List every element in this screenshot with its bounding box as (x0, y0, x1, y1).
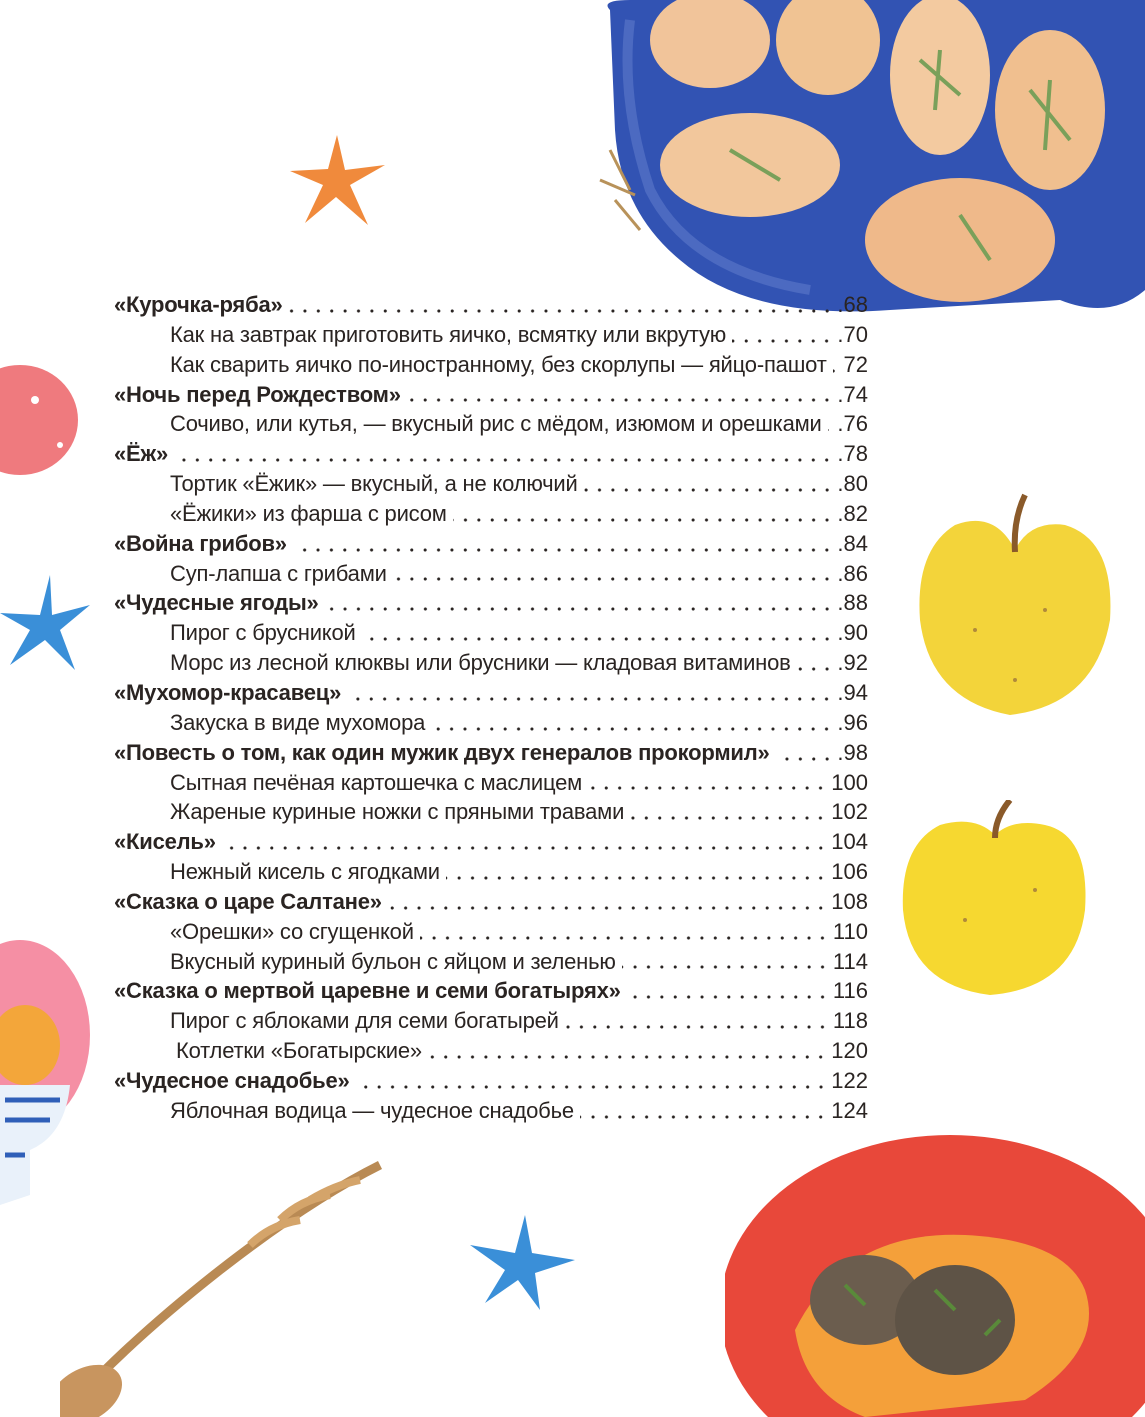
dot-leader (828, 428, 834, 432)
toc-entry-recipe (114, 1036, 868, 1066)
toc-entry-chapter (114, 887, 868, 917)
apple-illustration (915, 490, 1115, 725)
toc-entry-chapter (114, 738, 868, 768)
dot-leader (453, 518, 834, 522)
toc-entry-page: 114 (832, 948, 868, 974)
toc-entry-page: .78 (837, 441, 868, 467)
toc-entry-recipe (114, 917, 868, 947)
toc-entry-recipe (114, 648, 868, 678)
toc-entry-page: 120 (831, 1038, 868, 1064)
baking-tray-illustration (590, 0, 1145, 330)
toc-entry-chapter (114, 1066, 868, 1096)
toc-entry-title: Как сварить яичко по-иностранному, без скорлупы — яйцо-пашот (170, 351, 827, 377)
toc-entry-page: 116 (832, 978, 868, 1004)
toc-entry-recipe (114, 350, 868, 380)
dot-leader (776, 757, 834, 761)
toc-entry-title: Яблочная водица — чудесное снадобье (170, 1097, 574, 1123)
toc-entry-page: 102 (831, 799, 868, 825)
dot-leader (580, 1115, 827, 1119)
toc-entry-page: 100 (831, 769, 868, 795)
toc-entry-page: .86 (837, 560, 868, 586)
toc-entry-page: .74 (837, 381, 868, 407)
toc-entry-title: Морс из лесной клюквы или брусники — кладовая витаминов (170, 650, 791, 676)
toc-entry-title: «Орешки» со сгущенкой (170, 918, 414, 944)
toc-entry-recipe (114, 857, 868, 887)
dot-leader (565, 1025, 829, 1029)
toc-entry-page: .76 (837, 411, 868, 437)
dot-leader (222, 846, 827, 850)
toc-entry-page: 108 (831, 888, 868, 914)
toc-entry-page: .80 (837, 471, 868, 497)
table-of-contents (114, 290, 868, 1126)
toc-entry-title: «Ёж» (114, 441, 168, 467)
toc-entry-page: .70 (837, 321, 868, 347)
toc-entry-chapter (114, 529, 868, 559)
dot-leader (622, 965, 829, 969)
plate-illustration (725, 1120, 1145, 1417)
toc-entry-title: Тортик «Ёжик» — вкусный, а не колючий (170, 471, 578, 497)
star-icon (290, 135, 385, 225)
toc-entry-chapter (114, 827, 868, 857)
toc-entry-recipe (114, 1096, 868, 1126)
egg-illustration (0, 360, 85, 490)
toc-entry-title: Котлетки «Богатырские» (176, 1038, 422, 1064)
toc-entry-page: 122 (831, 1067, 868, 1093)
toc-entry-title: «Ёжики» из фарша с рисом (170, 500, 447, 526)
toc-entry-page: .96 (837, 709, 868, 735)
toc-entry-title: Пирог с яблоками для семи богатырей (170, 1008, 559, 1034)
toc-entry-title: «Курочка-ряба» (114, 292, 283, 317)
toc-entry-page: 110 (832, 918, 868, 944)
dot-leader (356, 1085, 828, 1089)
toc-entry-page: .90 (837, 620, 868, 646)
toc-entry-page: .68 (837, 292, 868, 317)
toc-entry-title: «Сказка о мертвой царевне и семи богатырях» (114, 978, 621, 1004)
toc-entry-recipe (114, 409, 868, 439)
toc-entry-recipe (114, 768, 868, 798)
dot-leader (428, 1055, 827, 1059)
toc-entry-recipe (114, 469, 868, 499)
dot-leader (630, 816, 827, 820)
toc-entry-chapter (114, 588, 868, 618)
dot-leader (289, 309, 834, 313)
toc-entry-title: «Повесть о том, как один мужик двух генералов прокормил» (114, 739, 770, 765)
star-icon (470, 1215, 575, 1310)
toc-entry-recipe (114, 708, 868, 738)
toc-entry-page: 118 (832, 1008, 868, 1034)
toc-entry-page: 72 (843, 351, 868, 377)
toc-entry-title: Суп-лапша с грибами (170, 560, 387, 586)
toc-entry-title: Как на завтрак приготовить яичко, всмятку или вкрутую (170, 321, 727, 347)
toc-entry-page: .84 (837, 530, 868, 556)
dot-leader (420, 936, 829, 940)
toc-entry-recipe (114, 499, 868, 529)
toc-entry-title: «Мухомор-красавец» (114, 679, 342, 705)
toc-entry-title: Вкусный куриный бульон с яйцом и зеленью (170, 948, 616, 974)
toc-entry-recipe (114, 618, 868, 648)
dot-leader (584, 488, 834, 492)
dot-leader (393, 577, 834, 581)
dot-leader (446, 876, 827, 880)
toc-entry-title: «Сказка о царе Салтане» (114, 888, 382, 914)
dot-leader (293, 548, 834, 552)
dot-leader (833, 369, 840, 373)
toc-entry-page: 106 (831, 859, 868, 885)
toc-entry-title: Жареные куриные ножки с пряными травами (170, 799, 625, 825)
dot-leader (588, 786, 827, 790)
toc-entry-title: Нежный кисель с ягодками (170, 859, 440, 885)
toc-entry-recipe (114, 320, 868, 350)
toc-entry-title: «Чудесное снадобье» (114, 1067, 350, 1093)
dot-leader (362, 637, 834, 641)
toc-entry-title: Закуска в виде мухомора (170, 709, 426, 735)
toc-entry-title: «Кисель» (114, 829, 216, 855)
toc-entry-page: .94 (837, 679, 868, 705)
toc-entry-chapter (114, 678, 868, 708)
toc-entry-recipe (114, 797, 868, 827)
star-icon (0, 575, 90, 670)
dot-leader (174, 458, 833, 462)
toc-entry-page: .92 (837, 650, 868, 676)
dot-leader (797, 667, 834, 671)
wooden-spoon-illustration (60, 1160, 390, 1417)
toc-entry-title: «Чудесные ягоды» (114, 590, 319, 616)
toc-entry-title: Сочиво, или кутья, — вкусный рис с мёдом, изюмом и орешками (170, 411, 822, 437)
toc-entry-recipe (114, 1006, 868, 1036)
dot-leader (388, 906, 827, 910)
toc-entry-chapter (114, 380, 868, 410)
dot-leader (325, 607, 834, 611)
dot-leader (431, 727, 833, 731)
toc-entry-recipe (114, 947, 868, 977)
dot-leader (732, 339, 833, 343)
apple-illustration (895, 800, 1095, 1000)
toc-entry-title: Сытная печёная картошечка с маслицем (170, 769, 583, 795)
dot-leader (627, 995, 829, 999)
toc-entry-chapter (114, 290, 868, 320)
toc-entry-title: «Война грибов» (114, 530, 287, 556)
toc-entry-page: .88 (837, 590, 868, 616)
toc-entry-chapter (114, 439, 868, 469)
toc-entry-page: 124 (831, 1097, 868, 1123)
toc-entry-page: 104 (831, 829, 868, 855)
toc-entry-page: .98 (837, 739, 868, 765)
dot-leader (347, 697, 833, 701)
toc-entry-page: .82 (837, 500, 868, 526)
toc-entry-title: «Ночь перед Рождеством» (114, 381, 401, 407)
toc-entry-title: Пирог с брусникой (170, 620, 356, 646)
toc-entry-chapter (114, 976, 868, 1006)
toc-entry-recipe (114, 559, 868, 589)
dot-leader (407, 398, 834, 402)
